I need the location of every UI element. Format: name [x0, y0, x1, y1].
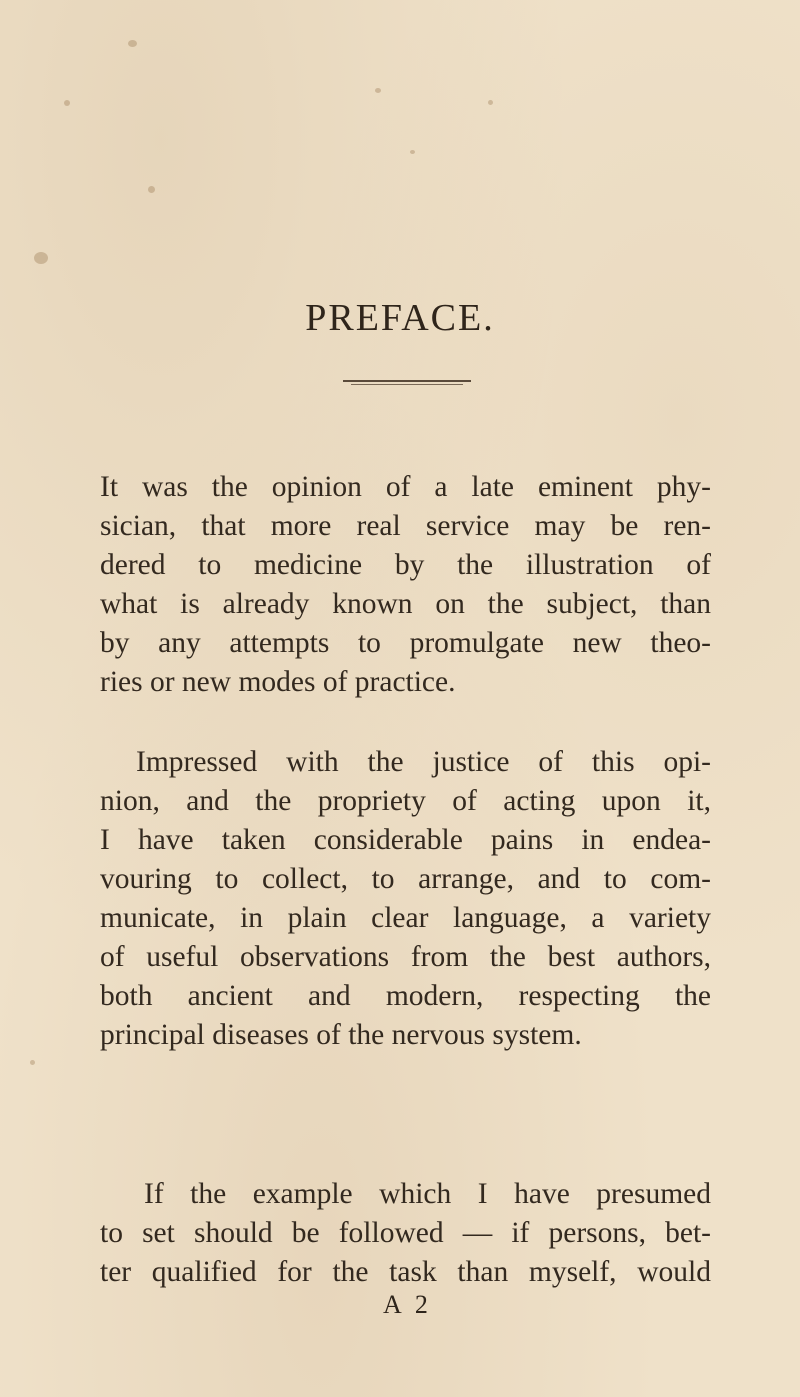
text-line: ter qualified for the task than myself, would: [100, 1256, 711, 1288]
text-line: what is already known on the subject, than: [100, 588, 711, 620]
foxing-spot: [410, 150, 415, 154]
paragraph-2: [100, 743, 711, 1055]
text-line: Impressed with the justice of this opi-: [136, 746, 711, 778]
text-line: by any attempts to promulgate new theo-: [100, 627, 711, 659]
text-line: It was the opinion of a late eminent phy-: [100, 471, 711, 503]
foxing-spot: [30, 1060, 35, 1065]
foxing-spot: [375, 88, 381, 93]
text-line: sician, that more real service may be ren-: [100, 510, 711, 542]
text-line: principal diseases of the nervous system.: [100, 1019, 582, 1051]
foxing-spot: [34, 252, 48, 264]
foxing-spot: [488, 100, 493, 105]
paragraph-3: [100, 1175, 711, 1292]
foxing-spot: [64, 100, 70, 106]
foxing-spot: [148, 186, 155, 193]
text-line: to set should be followed — if persons, bet-: [100, 1217, 711, 1249]
text-line: If the example which I have presumed: [144, 1178, 711, 1210]
foxing-spot: [128, 40, 137, 47]
text-line: vouring to collect, to arrange, and to com-: [100, 863, 711, 895]
page-title: PREFACE.: [305, 297, 495, 339]
paragraph-1: [100, 468, 711, 702]
title-rule: [343, 380, 471, 382]
text-line: dered to medicine by the illustration of: [100, 549, 711, 581]
signature-mark: A 2: [383, 1290, 432, 1319]
text-line: municate, in plain clear language, a variety: [100, 902, 711, 934]
text-line: I have taken considerable pains in endea-: [100, 824, 711, 856]
text-line: nion, and the propriety of acting upon it,: [100, 785, 711, 817]
text-line: ries or new modes of practice.: [100, 666, 456, 698]
text-line: both ancient and modern, respecting the: [100, 980, 711, 1012]
text-line: of useful observations from the best authors,: [100, 941, 711, 973]
